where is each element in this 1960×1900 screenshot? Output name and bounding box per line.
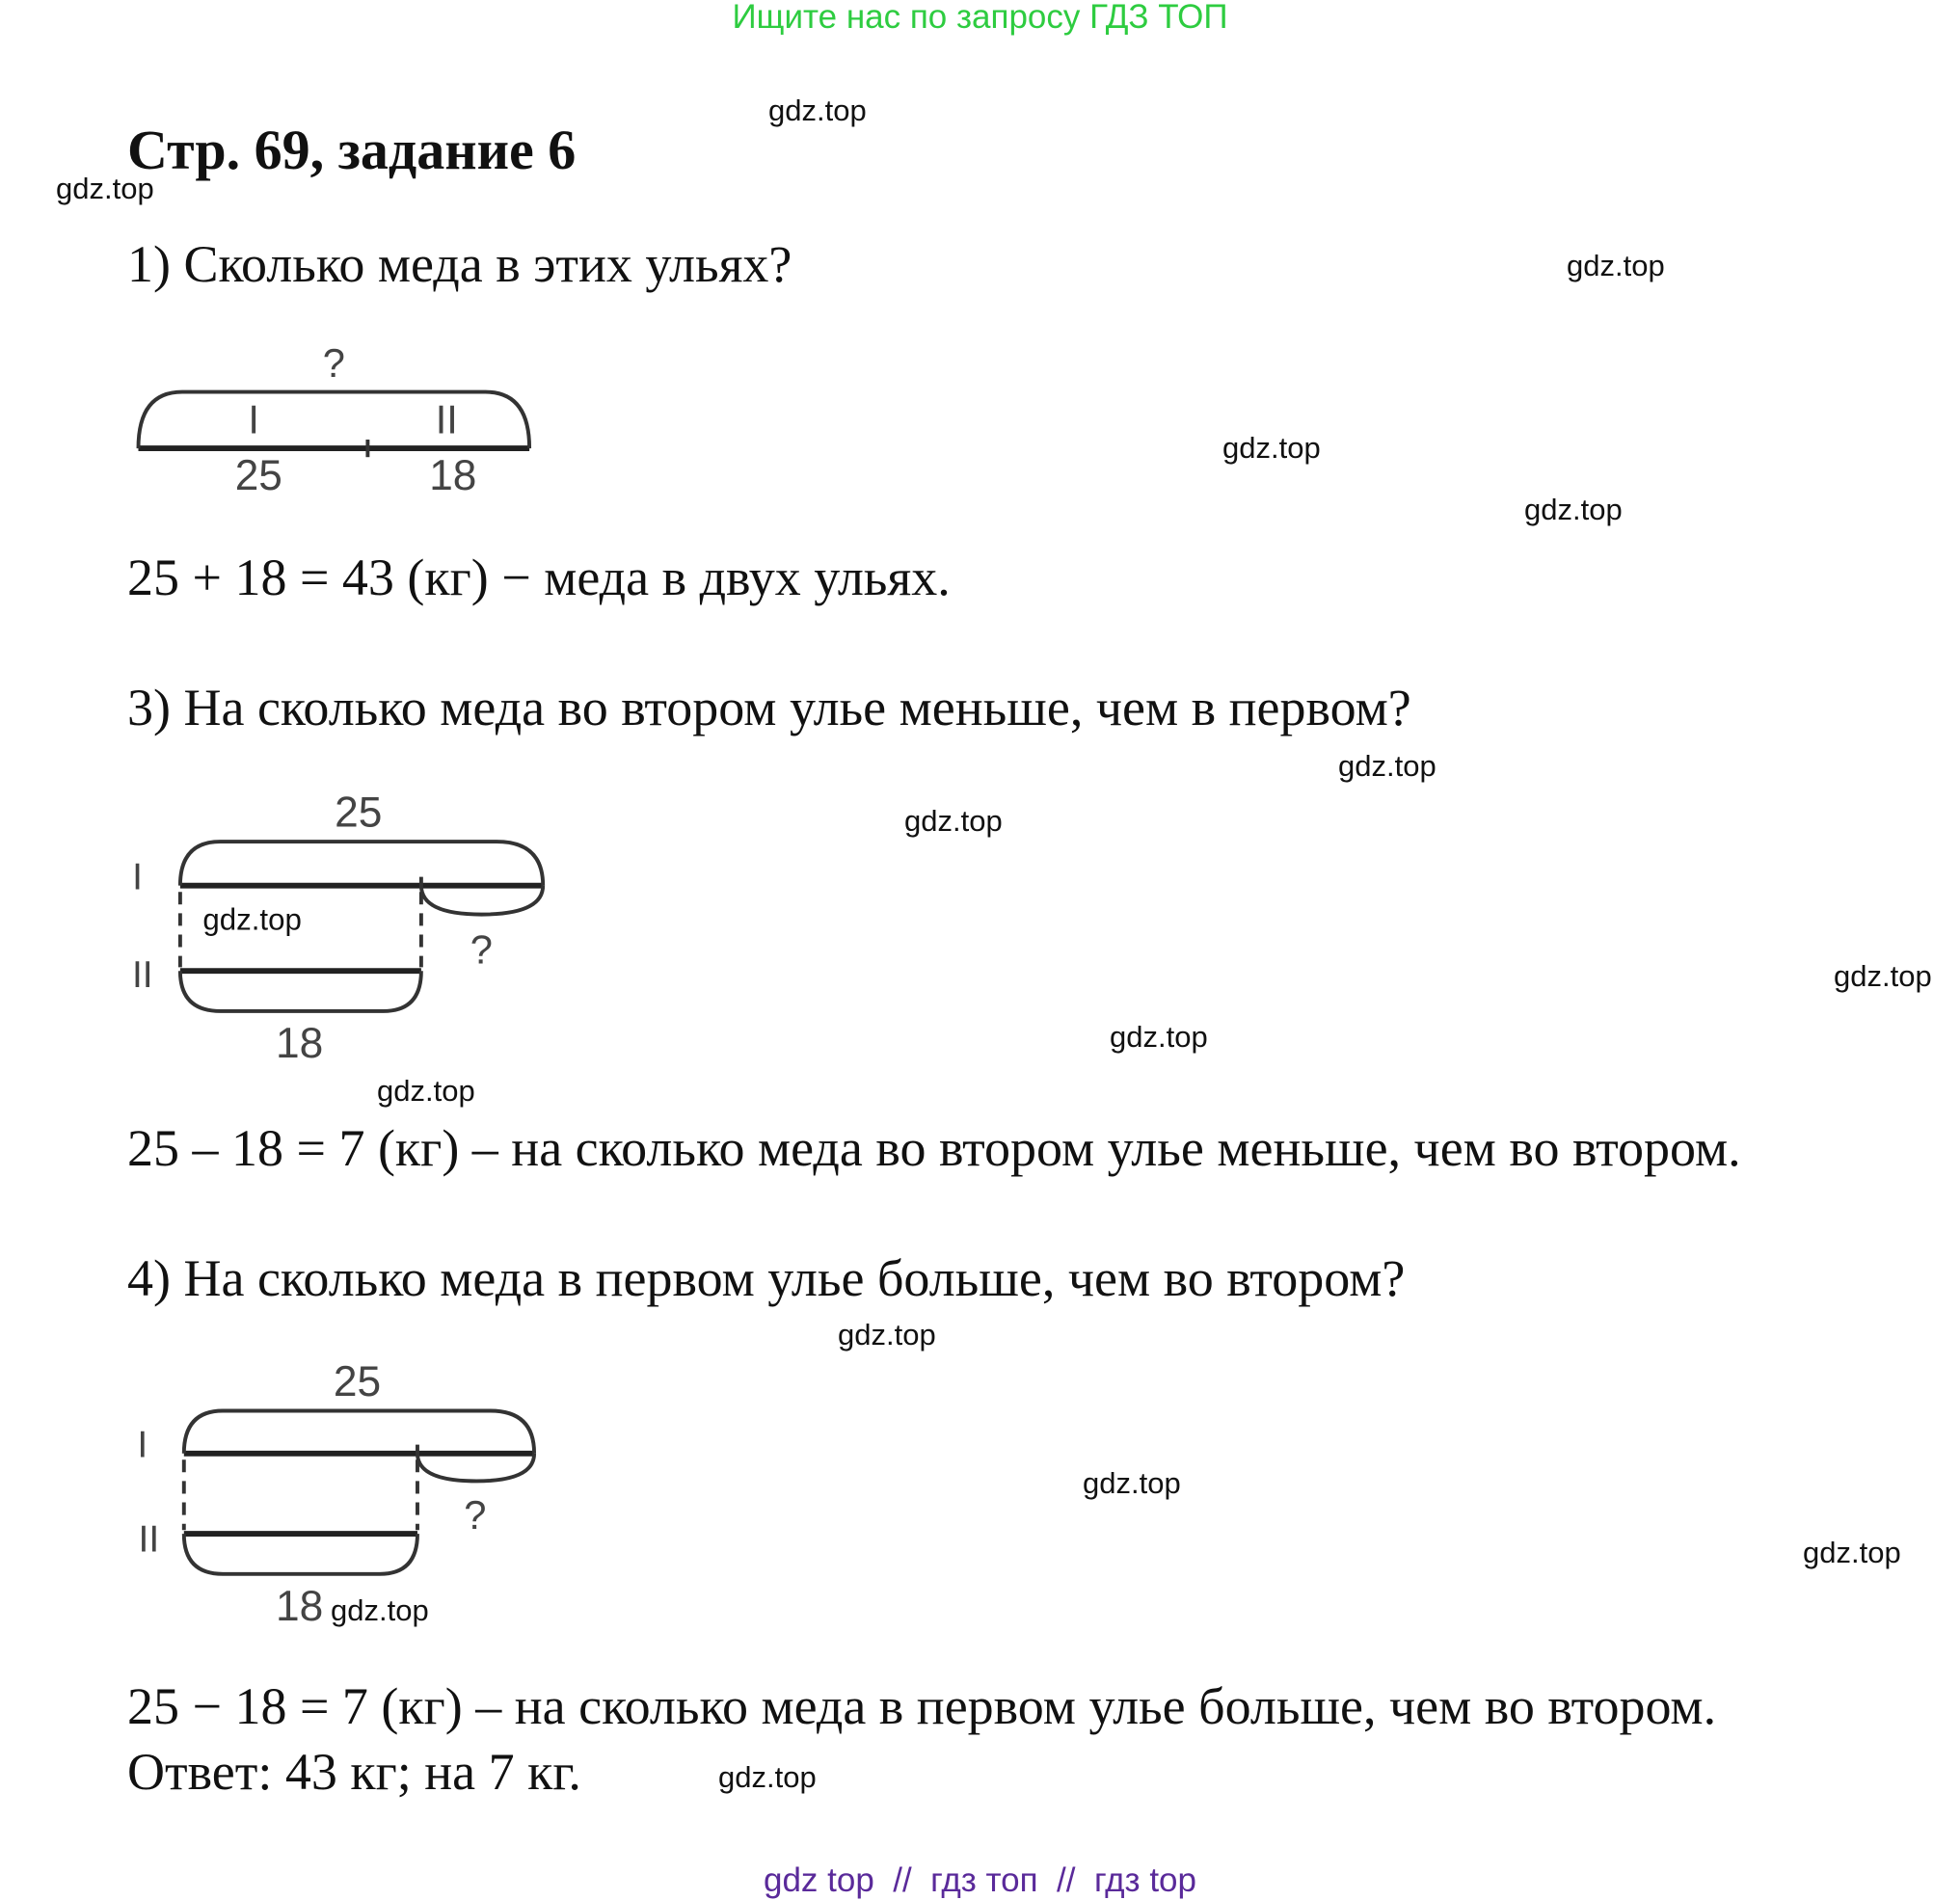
watermark: gdz.top	[838, 1318, 936, 1351]
watermark: gdz.top	[1803, 1536, 1901, 1569]
watermark: gdz.top	[768, 94, 867, 127]
task3-diagram	[120, 779, 553, 1074]
watermark: gdz.top	[1834, 959, 1932, 993]
watermark: gdz.top	[718, 1760, 817, 1794]
top-value-label: 25	[335, 789, 383, 837]
task3-question: 3) На сколько меда во втором улье меньше, чем в первом?	[127, 679, 1411, 736]
bottom-brace	[184, 1534, 417, 1574]
task1-solution: 25 + 18 = 43 (кг) − меда в двух ульях.	[127, 549, 951, 606]
task1-diagram	[125, 339, 552, 502]
watermark: gdz.top	[1110, 1020, 1208, 1054]
dashed-guides	[184, 1459, 417, 1530]
watermark: gdz.top	[331, 1593, 429, 1627]
watermark: gdz.top	[202, 902, 302, 937]
watermark: gdz.top	[1524, 493, 1623, 526]
watermark: gdz.top	[1083, 1466, 1181, 1500]
difference-label: ?	[464, 1491, 487, 1538]
top-brace	[180, 842, 543, 886]
watermark: gdz.top	[1338, 749, 1436, 783]
part1-label: I	[248, 396, 259, 442]
row1-label: I	[132, 856, 144, 898]
row1-label: I	[137, 1424, 148, 1466]
watermark: gdz.top	[56, 172, 154, 205]
top-value-label: 25	[333, 1357, 382, 1405]
total-label: ?	[322, 340, 345, 386]
watermark: gdz.top	[1567, 249, 1665, 282]
search-banner: Ищите нас по запросу ГДЗ ТОП	[732, 0, 1228, 36]
total-brace	[139, 392, 530, 449]
bottom-brace	[180, 971, 421, 1011]
difference-brace	[417, 1445, 534, 1482]
bottom-value-label: 18	[275, 1582, 324, 1630]
task1-question: 1) Сколько меда в этих ульях?	[127, 235, 792, 293]
difference-brace	[421, 877, 543, 915]
watermark: gdz.top	[904, 804, 1003, 838]
bottom-value-label: 18	[275, 1020, 324, 1068]
footer-links: gdz top // гдз топ // гдз top	[764, 1861, 1196, 1899]
page-title: Стр. 69, задание 6	[127, 119, 577, 181]
watermark: gdz.top	[377, 1074, 475, 1108]
watermark: gdz.top	[1222, 431, 1321, 465]
value2-label: 18	[429, 452, 477, 499]
difference-label: ?	[470, 926, 493, 973]
answer: Ответ: 43 кг; на 7 кг.	[127, 1743, 581, 1801]
value1-label: 25	[234, 452, 282, 499]
row2-label: II	[131, 954, 153, 997]
part2-label: II	[435, 396, 458, 442]
row2-label: II	[138, 1518, 160, 1561]
top-brace	[184, 1411, 534, 1454]
task3-solution: 25 – 18 = 7 (кг) – на сколько меда во втором улье меньше, чем во втором.	[127, 1119, 1741, 1177]
task4-solution: 25 − 18 = 7 (кг) – на сколько меда в первом улье больше, чем во втором.	[127, 1677, 1717, 1735]
task4-question: 4) На сколько меда в первом улье больше, чем во втором?	[127, 1249, 1406, 1307]
